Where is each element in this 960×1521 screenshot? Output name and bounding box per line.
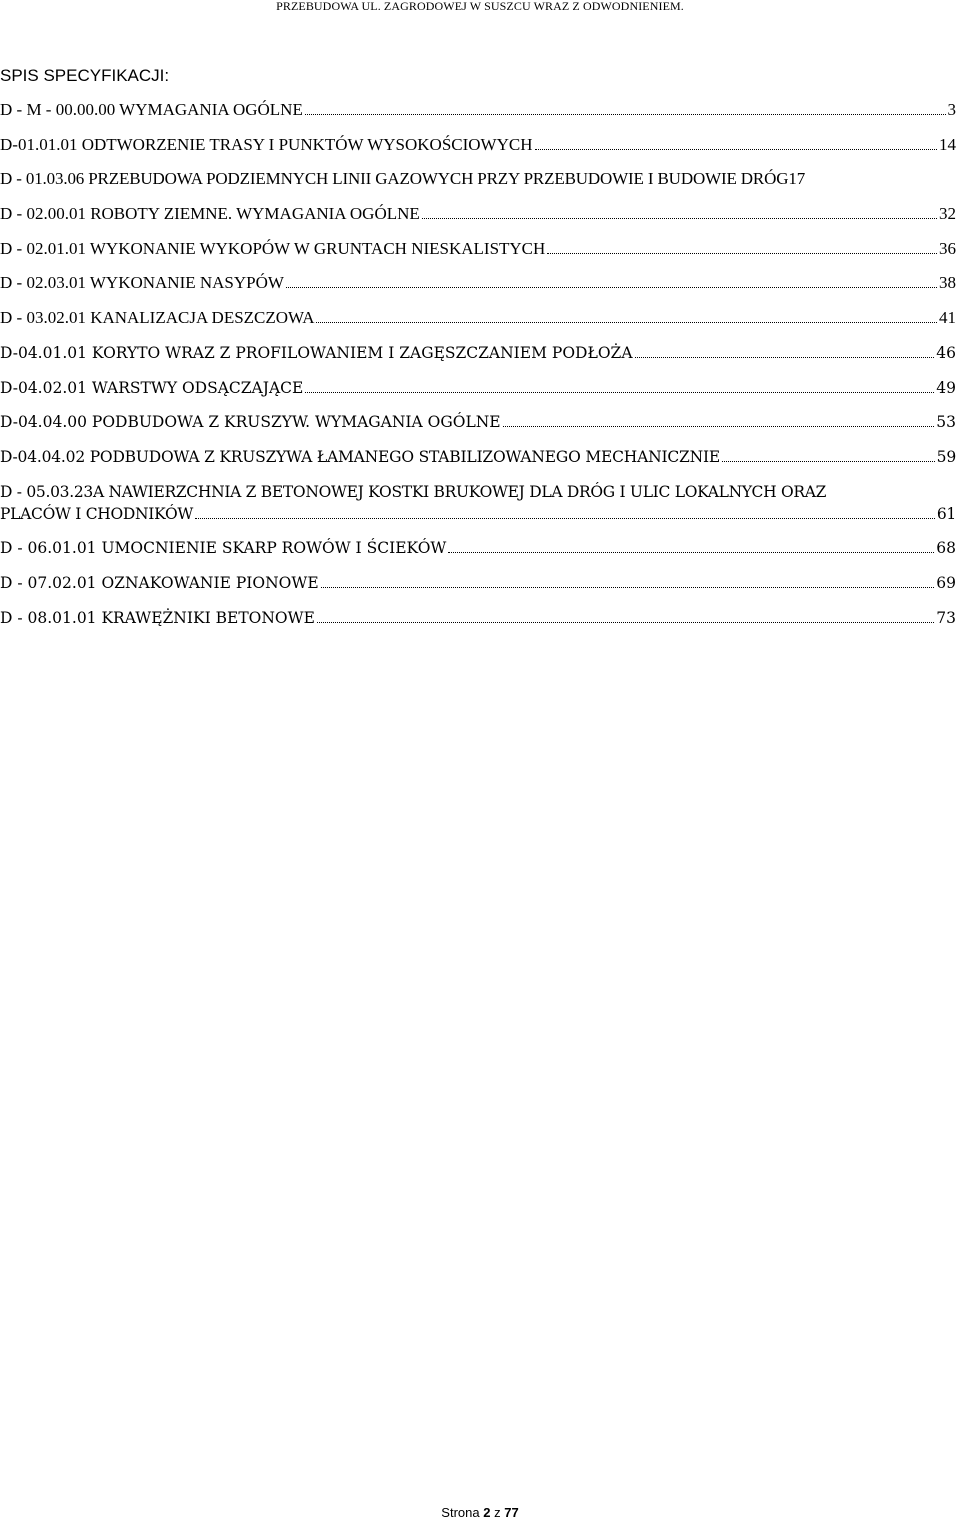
footer-separator: z [494,1505,501,1520]
toc-entry-label: D - 02.01.01 WYKONANIE WYKOPÓW W GRUNTACH NIESKALISTYCH [0,238,546,258]
toc-entry-label: D-01.01.01 ODTWORZENIE TRASY I PUNKTÓW WYSOKOŚCIOWYCH [0,134,533,154]
toc-entry-label: D - 02.00.01 ROBOTY ZIEMNE. WYMAGANIA OGÓLNE [0,204,420,224]
toc-entry-page: 53 [936,413,956,432]
toc-entry[interactable] [0,168,956,190]
toc-entry[interactable] [0,411,956,433]
footer-total-pages: 77 [504,1505,519,1520]
toc-entry-page: 41 [939,308,956,328]
toc-entry-label: D - 05.03.23A NAWIERZCHNIA Z BETONOWEJ KOSTKI BRUKOWEJ DLA DRÓG I ULIC LOKALNYCH ORAZ [0,482,827,501]
toc-entry-page: 46 [936,343,956,362]
toc-entry[interactable] [0,203,956,225]
toc-entry[interactable] [0,272,956,294]
toc-leader-dots [547,253,937,254]
footer-prefix: Strona [441,1505,480,1520]
toc-entry[interactable] [0,446,956,468]
page-footer [0,1505,960,1521]
toc-entry-label: D-04.04.02 PODBUDOWA Z KRUSZYWA ŁAMANEGO STABILIZOWANEGO MECHANICZNIE [0,447,720,466]
toc-entry-page: 17 [788,169,806,189]
toc-entry[interactable] [0,342,956,364]
toc-entry-page: 36 [939,238,956,258]
toc-entry-page: 59 [936,447,956,466]
toc-entry-label: D-04.02.01 WARSTWY ODSĄCZAJĄCE [0,378,304,397]
toc-entry-label: D - 02.03.01 WYKONANIE NASYPÓW [0,273,284,293]
toc-entry-page: 14 [939,134,956,154]
toc-leader-dots [635,357,935,358]
document-header: PRZEBUDOWA UL. ZAGRODOWEJ W SUSZCU WRAZ Z ODWODNIENIEM. [276,0,684,13]
toc-entry[interactable] [0,607,956,629]
toc-entry[interactable] [0,307,956,329]
toc-entry[interactable] [0,99,956,121]
toc-leader-dots [448,552,934,553]
toc-entry-label: D - 07.02.01 OZNAKOWANIE PIONOWE [0,573,319,592]
toc-entry[interactable] [0,481,956,525]
toc-leader-dots [286,287,937,288]
toc-entry-label-continued: PLACÓW I CHODNIKÓW [0,504,193,523]
toc-entry-page: 3 [947,100,956,119]
toc-entry-page: 38 [939,273,956,293]
toc-entry[interactable] [0,134,956,156]
toc-leader-dots [722,461,935,462]
toc-entry-page: 68 [936,539,956,558]
toc-entry-page: 32 [939,204,956,224]
toc-entry-label: D - M - 00.00.00 WYMAGANIA OGÓLNE [0,100,303,119]
toc-entry[interactable] [0,238,956,260]
toc-entry[interactable] [0,377,956,399]
toc-leader-dots [321,587,935,588]
toc-leader-dots [305,114,946,115]
toc-entry-label: D - 01.03.06 PRZEBUDOWA PODZIEMNYCH LINII GAZOWYCH PRZY PRZEBUDOWIE I BUDOWIE DRÓG [0,169,789,189]
toc-heading: SPIS SPECYFIKACJI: [0,66,170,85]
toc-entry[interactable] [0,537,956,559]
toc-entry[interactable] [0,572,956,594]
toc-entry-page: 73 [936,608,956,627]
toc-leader-dots [503,426,935,427]
toc-leader-dots [305,392,934,393]
toc-entry-label: D - 08.01.01 KRAWĘŻNIKI BETONOWE [0,608,315,627]
toc-leader-dots [195,518,935,519]
footer-current-page: 2 [483,1505,491,1520]
toc-entry-page: 69 [936,573,956,592]
table-of-contents [0,99,956,641]
toc-entry-label: D-04.04.00 PODBUDOWA Z KRUSZYW. WYMAGANIA OGÓLNE [0,413,501,432]
toc-entry-page: 61 [936,504,956,523]
toc-leader-dots [422,218,937,219]
toc-entry-label: D - 06.01.01 UMOCNIENIE SKARP ROWÓW I ŚCIEKÓW [0,539,447,558]
toc-leader-dots [535,149,938,150]
toc-entry-label: D - 03.02.01 KANALIZACJA DESZCZOWA [0,308,315,328]
toc-entry-page: 49 [936,378,956,397]
toc-entry-line2 [0,503,956,525]
toc-entry-label: D-04.01.01 KORYTO WRAZ Z PROFILOWANIEM I ZAGĘSZCZANIEM PODŁOŻA [0,343,633,362]
toc-leader-dots [316,322,937,323]
toc-leader-dots [317,622,934,623]
